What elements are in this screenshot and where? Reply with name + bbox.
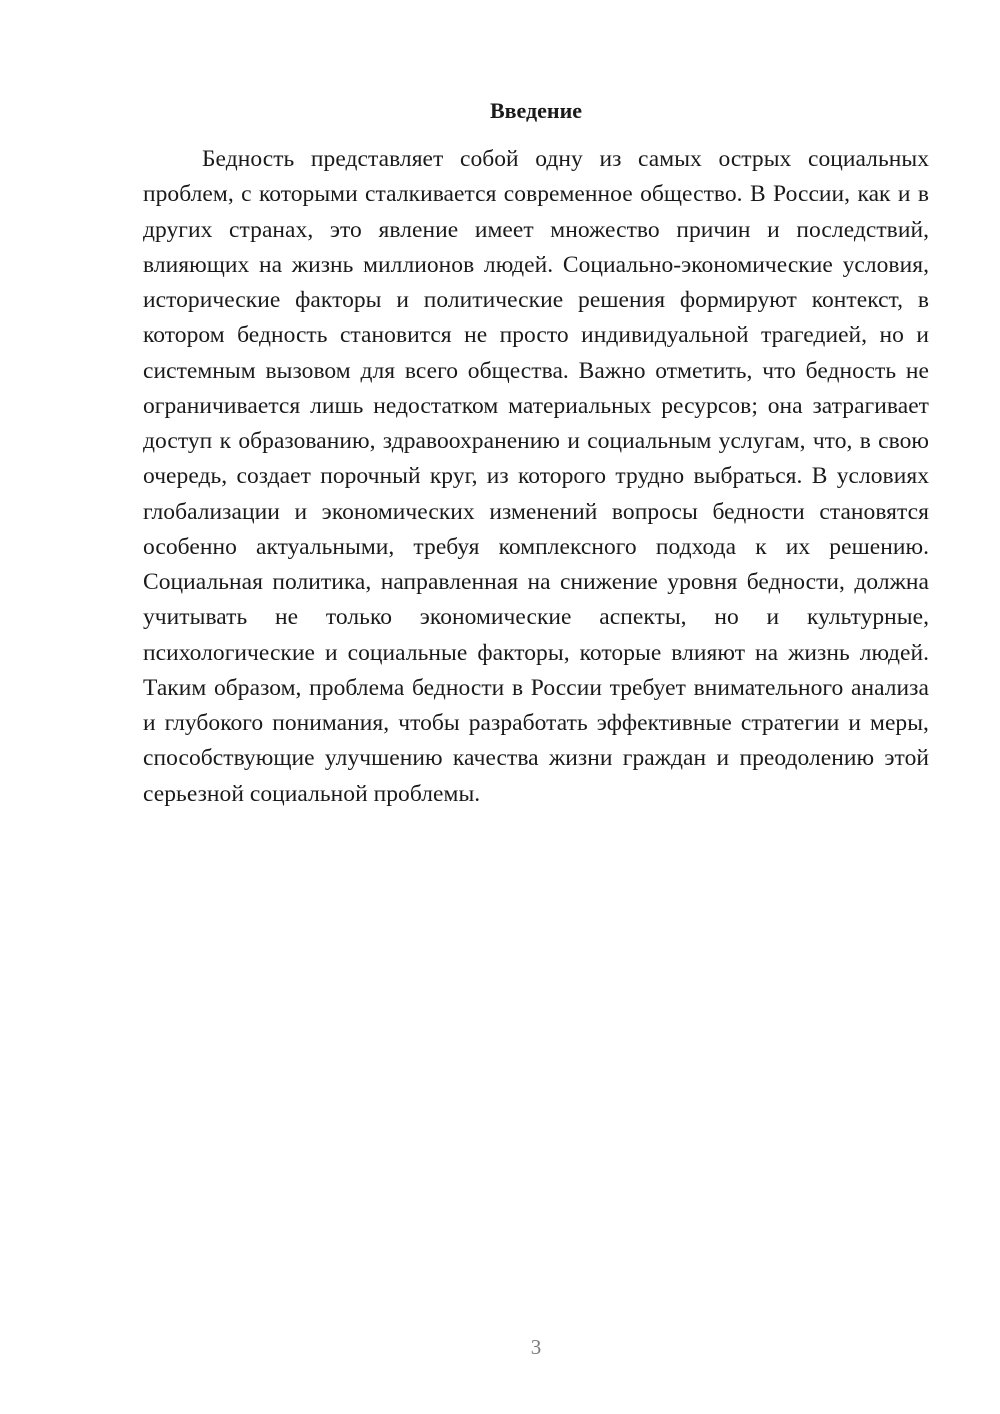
section-heading: Введение xyxy=(489,98,583,123)
page-number: 3 xyxy=(530,1335,542,1359)
body-paragraph: Бедность представляет собой одну из самых острых социальных проблем, с которыми сталкивается современное общество. В России, как и в других странах, это явление имеет множество причин и последствий, влияющих на жизнь миллионов людей. Социально-экономические условия, исторические факторы и политические решения формируют контекст, в котором бедность становится не просто индивидуальной трагедией, но и системным вызовом для всего общества. Важно отметить, что бедность не ограничивается лишь недостатком материальных ресурсов; она затрагивает доступ к образованию, здравоохранению и социальным услугам, что, в свою очередь, создает порочный круг, из которого трудно выбраться. В условиях глобализации и экономических изменений вопросы бедности становятся особенно актуальными, требуя комплексного подхода к их решению. Социальная политика, направленная на снижение уровня бедности, должна учитывать не только экономические аспекты, но и культурные, психологические и социальные факторы, которые влияют на жизнь людей. Таким образом, проблема бедности в России требует внимательного анализа и глубокого понимания, чтобы разработать эффективные стратегии и меры, способствующие улучшению качества жизни граждан и преодолению этой серьезной социальной проблемы. xyxy=(143,146,929,807)
